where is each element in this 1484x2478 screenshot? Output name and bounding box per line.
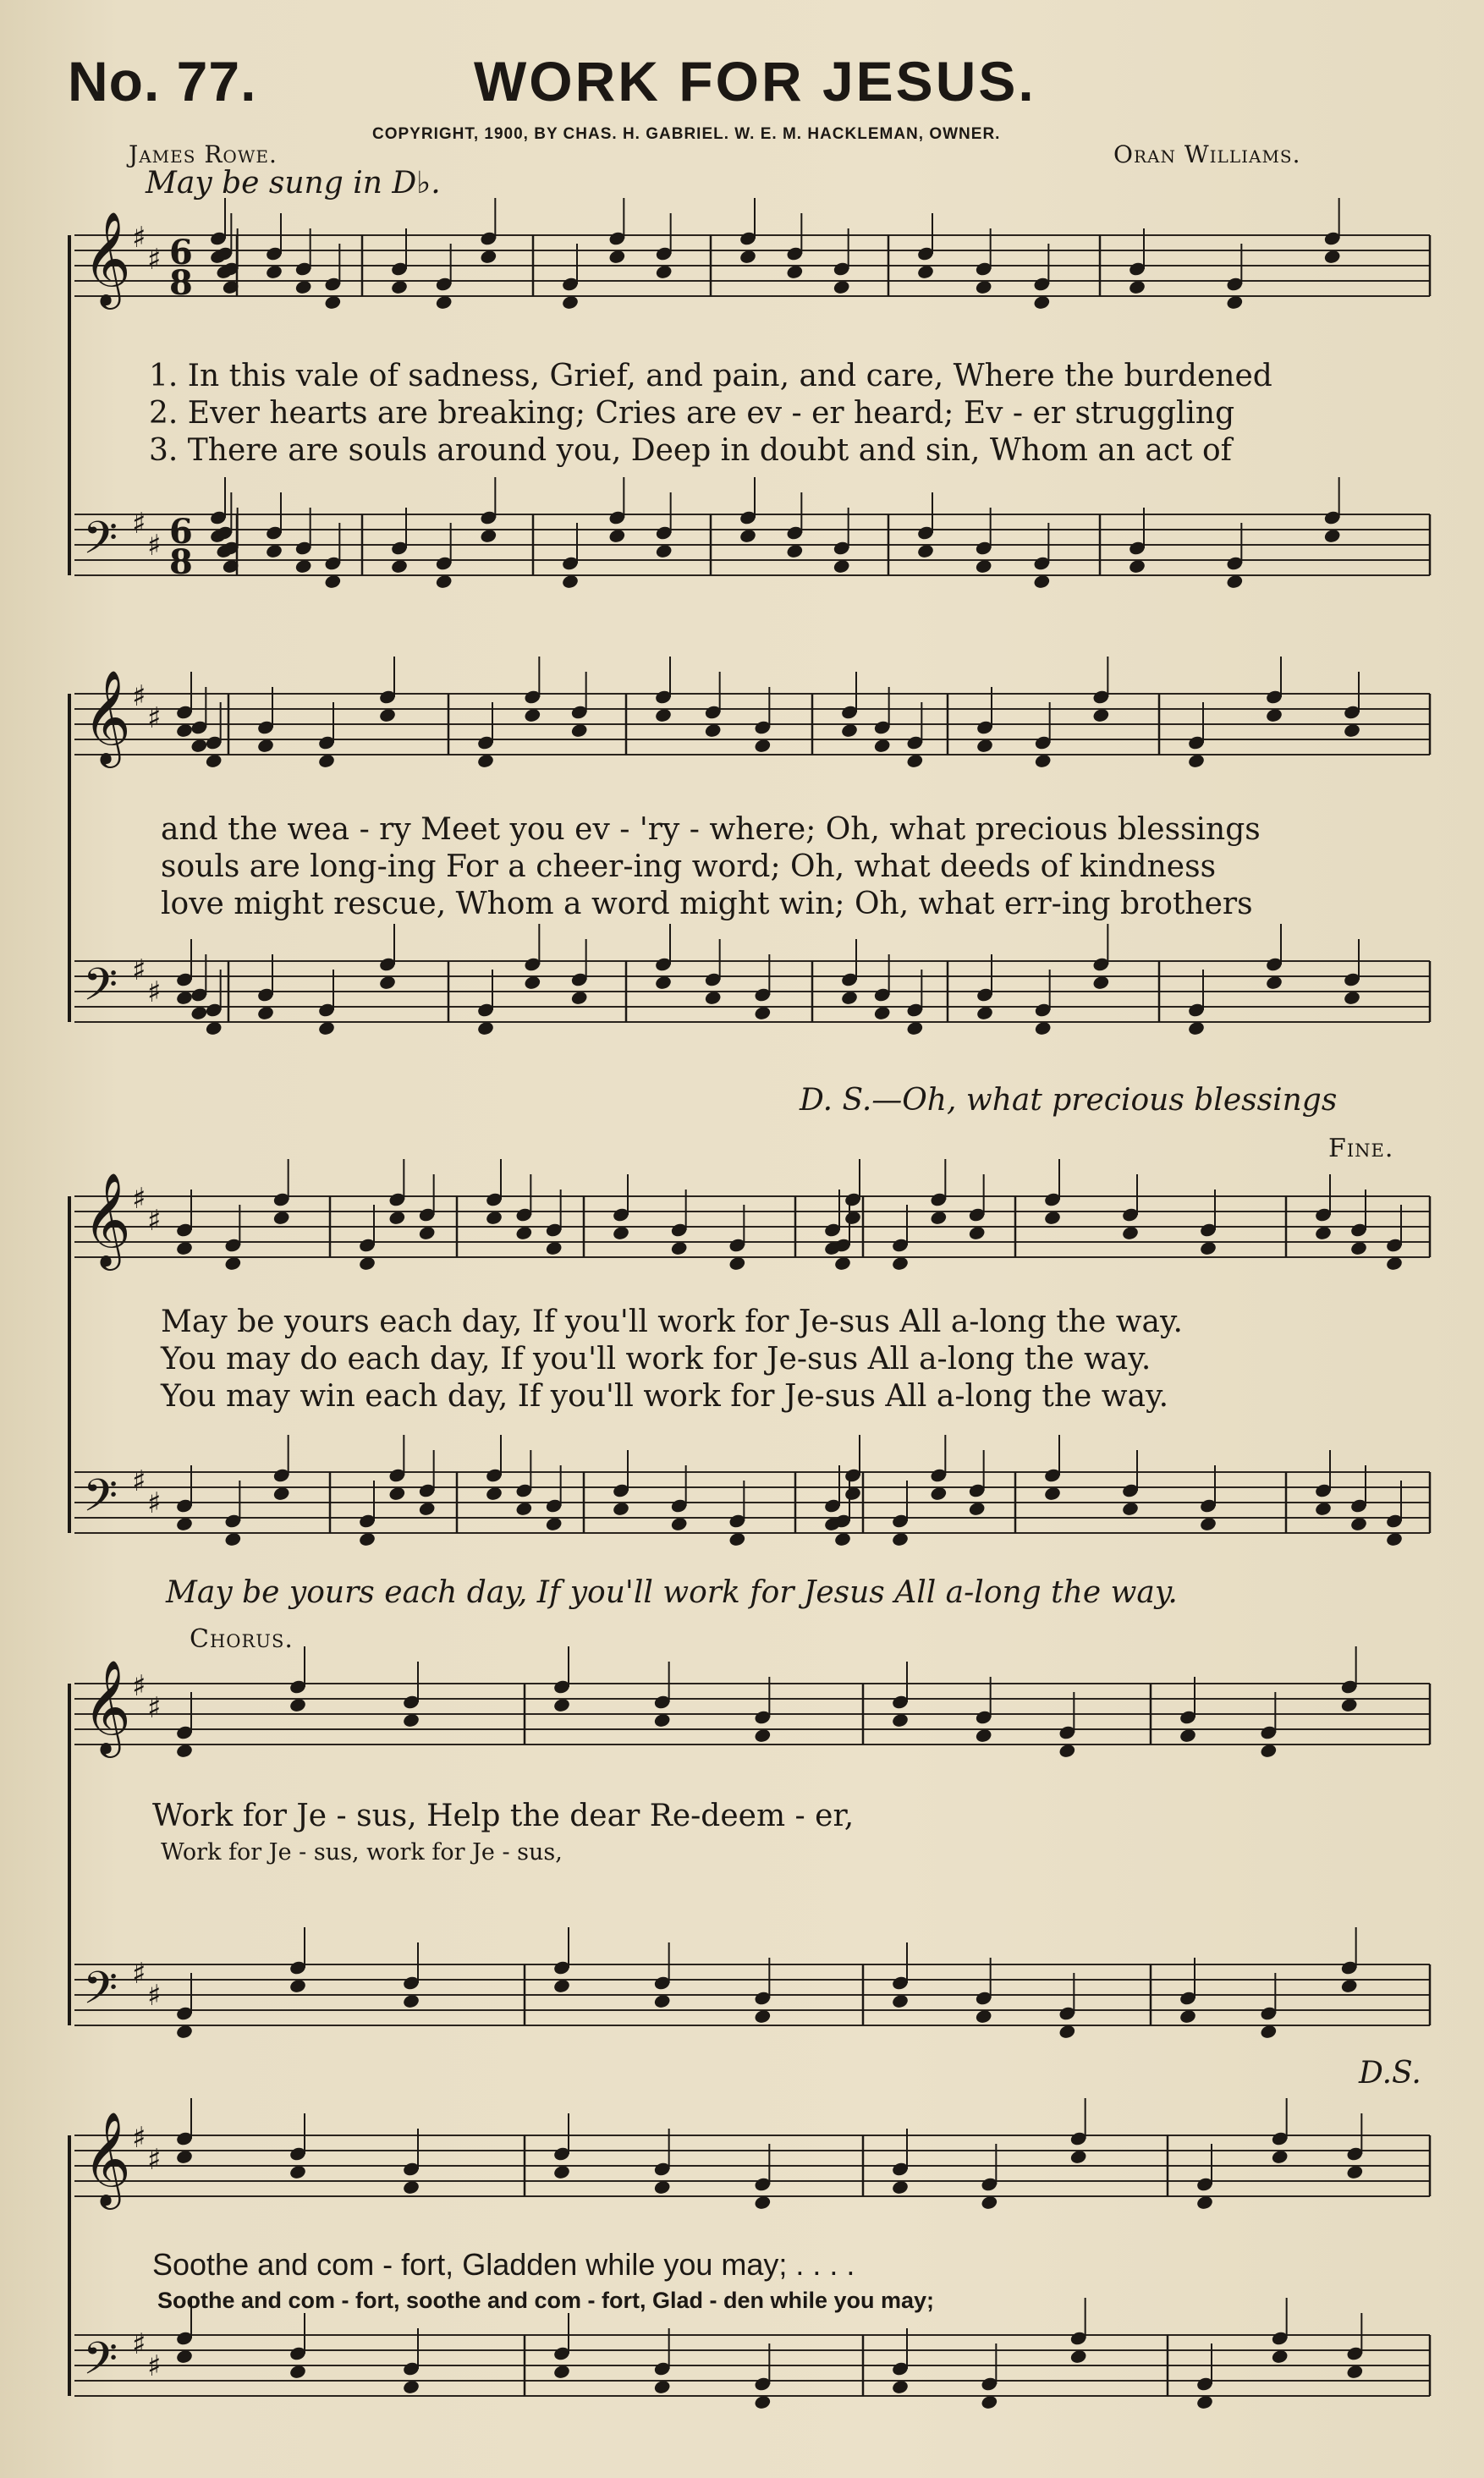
verse3-line3: You may win each day, If you'll work for Je-sus All a-long the way.: [161, 1379, 1169, 1414]
sharp-sign: ♯: [147, 2349, 162, 2383]
sharp-sign: ♯: [132, 2121, 146, 2155]
hymn-number: No. 77.: [68, 50, 257, 113]
treble-clef: 𝄞: [83, 1172, 131, 1266]
bass-clef: 𝄢: [83, 1470, 118, 1533]
sharp-sign: ♯: [132, 1182, 146, 1216]
sharp-sign: ♯: [132, 1464, 146, 1498]
time-signature-bottom: 8: [169, 542, 193, 582]
bass-echo-lyric: May be yours each day, If you'll work for Jesus All a-long the way.: [166, 1575, 1178, 1610]
sharp-sign: ♯: [147, 975, 162, 1009]
bass-clef: 𝄢: [83, 1963, 118, 2025]
sharp-sign: ♯: [147, 1204, 162, 1238]
key-note: May be sung in D♭.: [146, 166, 441, 201]
treble-clef: 𝄞: [83, 211, 131, 305]
sharp-sign: ♯: [147, 1979, 162, 2013]
sharp-sign: ♯: [132, 507, 146, 541]
bass-clef: 𝄢: [83, 513, 118, 575]
verse3-line1: 3. There are souls around you, Deep in doubt and sin, Whom an act of: [149, 433, 1232, 468]
sharp-sign: ♯: [132, 1957, 146, 1991]
verse2-line2: souls are long-ing For a cheer-ing word; Oh, what deeds of kindness: [161, 849, 1217, 884]
time-signature-top: 6: [169, 512, 193, 552]
sharp-sign: ♯: [147, 529, 162, 563]
lyricist-credit: James Rowe.: [129, 140, 278, 168]
hymn-title: WORK FOR JESUS.: [474, 50, 1036, 113]
copyright-line: COPYRIGHT, 1900, BY CHAS. H. GABRIEL. W. E. M. HACKLEMAN, OWNER.: [372, 125, 1001, 143]
treble-clef: 𝄞: [83, 1659, 131, 1754]
sharp-sign: ♯: [147, 701, 162, 735]
sharp-sign: ♯: [147, 243, 162, 277]
verse1-line3: May be yours each day, If you'll work for Je-sus All a-long the way.: [161, 1305, 1184, 1339]
chorus-label: Chorus.: [190, 1624, 294, 1654]
sharp-sign: ♯: [147, 2143, 162, 2177]
sharp-sign: ♯: [132, 1669, 146, 1703]
chorus-echo1: Work for Je - sus, work for Je - sus,: [161, 1839, 563, 1865]
chorus-line2: Soothe and com - fort, Gladden while you may; . . . .: [152, 2247, 855, 2282]
verse2-line3: You may do each day, If you'll work for Je-sus All a-long the way.: [161, 1342, 1151, 1376]
ds-note: D. S.—Oh, what precious blessings: [800, 1083, 1338, 1118]
verse3-line2: love might rescue, Whom a word might win; Oh, what err-ing brothers: [161, 887, 1253, 921]
sharp-sign: ♯: [132, 953, 146, 987]
chorus-echo2: Soothe and com - fort, soothe and com - fort, Glad - den while you may;: [157, 2288, 935, 2313]
sharp-sign: ♯: [147, 1691, 162, 1725]
treble-clef: 𝄞: [83, 669, 131, 764]
bass-clef: 𝄢: [83, 959, 118, 1022]
bass-clef: 𝄢: [83, 2333, 118, 2396]
chorus-line1: Work for Je - sus, Help the dear Re-deem - er,: [152, 1799, 855, 1833]
time-signature-bottom: 8: [169, 263, 193, 303]
verse1-line1: 1. In this vale of sadness, Grief, and pain, and care, Where the burdened: [149, 359, 1272, 393]
sharp-sign: ♯: [132, 221, 146, 255]
sharp-sign: ♯: [147, 1486, 162, 1520]
ds-marker: D.S.: [1359, 2056, 1421, 2091]
sharp-sign: ♯: [132, 2327, 146, 2361]
composer-credit: Oran Williams.: [1113, 140, 1301, 168]
fine-marker: Fine.: [1328, 1134, 1394, 1163]
treble-clef: 𝄞: [83, 2111, 131, 2206]
verse2-line1: 2. Ever hearts are breaking; Cries are ev - er heard; Ev - er struggling: [149, 396, 1235, 431]
verse1-line2: and the wea - ry Meet you ev - 'ry - where; Oh, what precious blessings: [161, 812, 1261, 847]
time-signature-top: 6: [169, 233, 193, 272]
sharp-sign: ♯: [132, 679, 146, 713]
